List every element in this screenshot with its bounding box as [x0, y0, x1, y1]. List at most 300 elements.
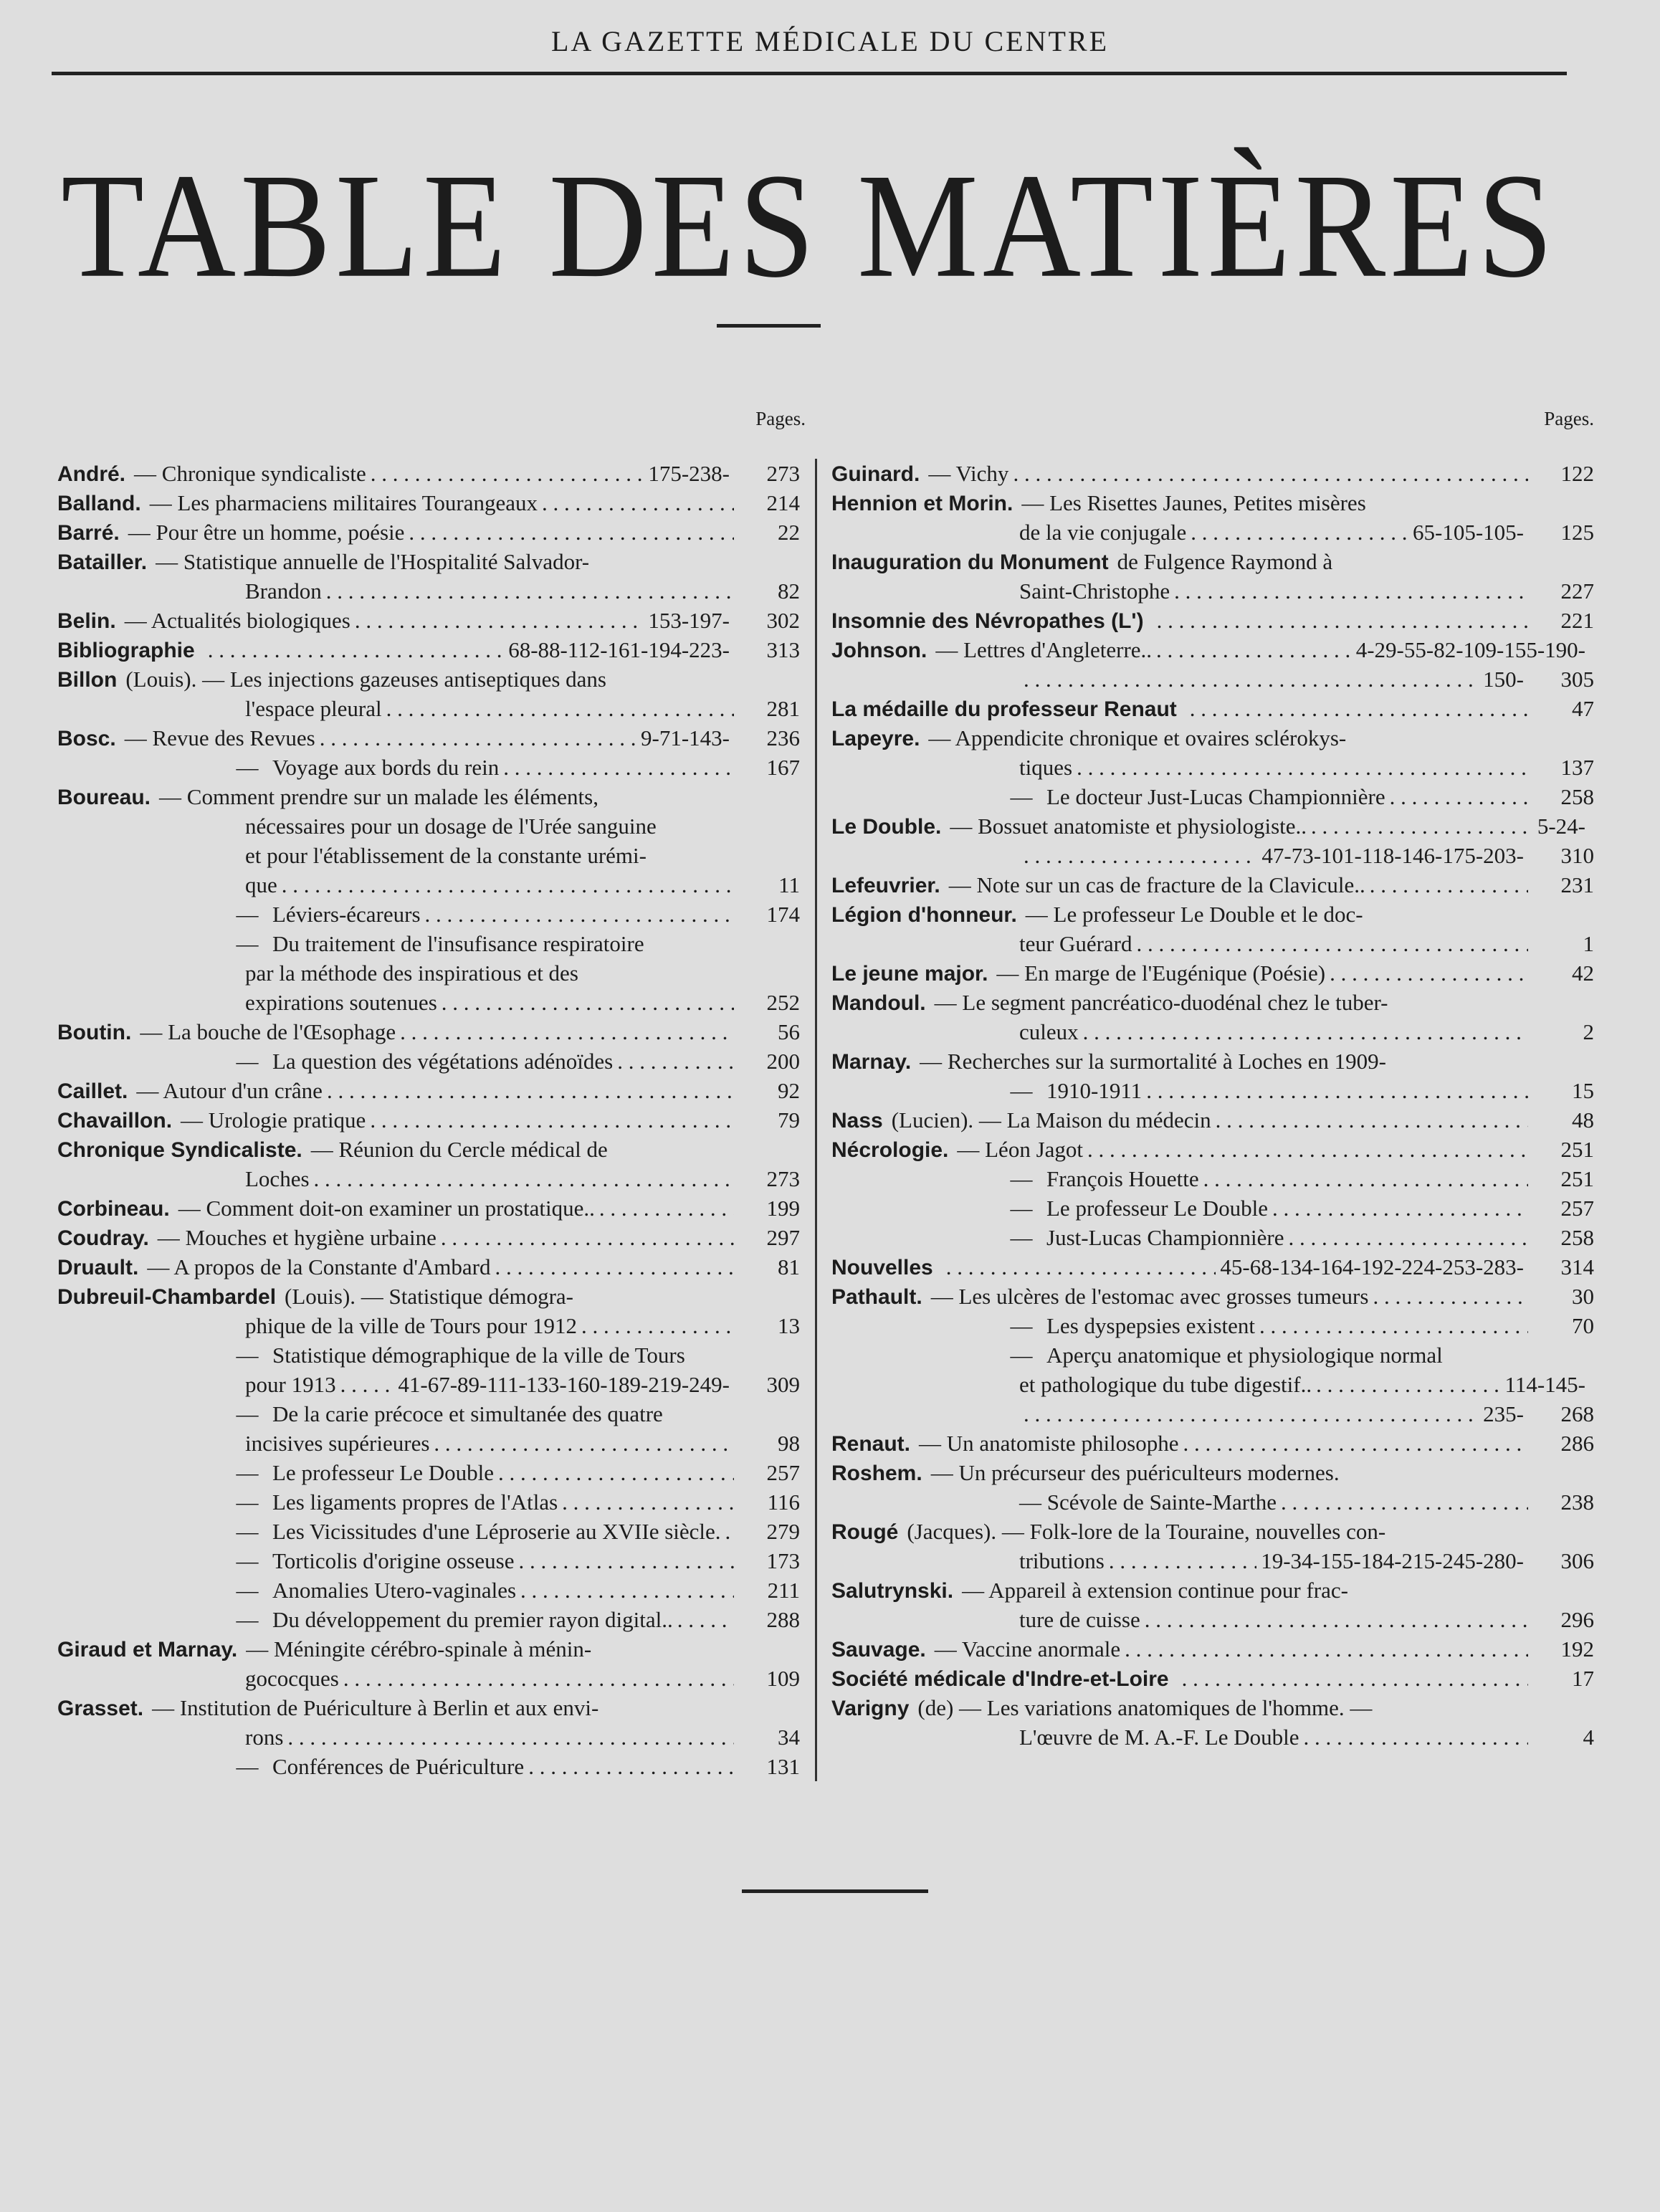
toc-entry: [57, 1605, 806, 1634]
entry-title: Les Vicissitudes d'une Léproserie au XVIIe siècle.: [272, 1519, 721, 1544]
entry-title: — Scévole de Sainte-Marthe: [1019, 1489, 1277, 1515]
dot-leader: [1373, 1282, 1528, 1311]
page-number: 15: [1572, 1078, 1594, 1103]
ditto-dash: —: [236, 755, 259, 780]
toc-entry: [57, 1575, 806, 1605]
entry-line: [831, 929, 1594, 958]
page-number: 310: [1560, 843, 1594, 868]
entry-title: pour 1913: [245, 1372, 336, 1397]
entry-line: [57, 1311, 806, 1340]
toc-entry: [831, 1252, 1594, 1282]
dot-leader: [1191, 518, 1408, 547]
toc-entry: [831, 1634, 1594, 1664]
dot-leader: [370, 1105, 734, 1135]
ditto-dash: —: [1010, 1225, 1033, 1250]
page-number: 286: [1560, 1431, 1594, 1456]
toc-entry: [831, 1282, 1594, 1311]
toc-entry: [831, 958, 1594, 988]
dot-leader: [1311, 811, 1533, 841]
toc-entry: [831, 488, 1594, 547]
entry-line: [57, 988, 806, 1017]
page-number: 211: [767, 1578, 800, 1603]
entry-line: [831, 1458, 1594, 1487]
toc-entry: [57, 1282, 806, 1340]
entry-line: [57, 1546, 806, 1575]
entry-line: [831, 488, 1594, 518]
entry-author: Belin.: [57, 609, 116, 633]
dot-leader: [1083, 1017, 1528, 1047]
entry-author: Nouvelles: [831, 1256, 933, 1279]
entry-title: gococques: [245, 1666, 339, 1691]
ditto-dash: —: [236, 1548, 259, 1573]
entry-line: [57, 1252, 806, 1282]
ditto-dash: —: [236, 1519, 259, 1544]
entry-author: Corbineau.: [57, 1197, 170, 1221]
toc-entry: [57, 1193, 806, 1223]
entry-title: l'espace pleural: [245, 696, 382, 721]
toc-entry: [57, 929, 806, 1017]
dot-leader: [498, 1458, 734, 1487]
entry-title: de Fulgence Raymond à: [1117, 549, 1333, 574]
entry-line: [831, 694, 1594, 723]
entry-line: [57, 576, 806, 606]
entry-title: — Note sur un cas de fracture de la Clavicule..: [948, 872, 1365, 897]
entry-title: expirations soutenues: [245, 990, 437, 1015]
dot-leader: [1024, 841, 1257, 870]
toc-entry: [57, 1076, 806, 1105]
page-number: 42: [1572, 960, 1594, 986]
entry-line: [57, 1370, 806, 1399]
entry-author: Guinard.: [831, 462, 920, 486]
entry-line: [57, 782, 806, 811]
page-refs: 41-67-89-111-133-160-189-219-249-: [398, 1372, 730, 1397]
entry-author: Inauguration du Monument: [831, 550, 1109, 574]
toc-entry: [831, 723, 1594, 782]
entry-title: Les dyspepsies existent: [1046, 1313, 1256, 1338]
entry-title: Le docteur Just-Lucas Championnière: [1046, 784, 1385, 809]
entry-title: De la carie précoce et simultanée des quatre: [272, 1401, 663, 1426]
journal-title: LA GAZETTE MÉDICALE DU CENTRE: [550, 25, 1109, 57]
entry-line: [57, 753, 806, 782]
dot-leader: [1281, 1487, 1528, 1517]
dot-leader: [946, 1252, 1216, 1282]
entry-line: [57, 1047, 806, 1076]
page-number: 92: [778, 1078, 800, 1103]
entry-line: [831, 1135, 1594, 1164]
entry-line: [57, 1429, 806, 1458]
entry-line: [57, 664, 806, 694]
entry-line: [831, 811, 1594, 841]
entry-line: [57, 1223, 806, 1252]
toc-entry: [57, 753, 806, 782]
entry-line: [57, 811, 806, 841]
toc-entry: [57, 1546, 806, 1575]
toc-entry: [57, 1047, 806, 1076]
entry-title: — Institution de Puériculture à Berlin et aux envi-: [152, 1695, 599, 1720]
entry-author: Le Double.: [831, 815, 942, 839]
dot-leader: [1174, 576, 1528, 606]
entry-line: [831, 635, 1594, 664]
entry-author: Société médicale d'Indre-et-Loire: [831, 1667, 1169, 1691]
toc-entry: [57, 547, 806, 606]
title-underline: [717, 324, 821, 328]
dot-leader: [1316, 1370, 1500, 1399]
entry-author: Boutin.: [57, 1021, 132, 1044]
page-number: 309: [766, 1372, 800, 1397]
entry-author: Giraud et Marnay.: [57, 1638, 238, 1662]
toc-entry: [57, 1017, 806, 1047]
entry-title: — Comment doit-on examiner un prostatique..: [178, 1196, 595, 1221]
entry-title: — Pour être un homme, poésie: [128, 520, 405, 545]
dot-leader: [1390, 782, 1528, 811]
entry-line: [831, 1311, 1594, 1340]
dot-leader: [1156, 635, 1352, 664]
entry-author: Marnay.: [831, 1050, 912, 1074]
entry-title: ture de cuisse: [1019, 1607, 1140, 1632]
entry-line: [57, 870, 806, 900]
entry-author: Caillet.: [57, 1079, 128, 1103]
ditto-dash: —: [1010, 1313, 1033, 1338]
entry-line: [831, 547, 1594, 576]
page-number: 167: [766, 755, 800, 780]
entry-line: [57, 1399, 806, 1429]
dot-leader: [725, 1517, 734, 1546]
entry-title: — Léon Jagot: [957, 1137, 1084, 1162]
toc-entry: [57, 1340, 806, 1399]
entry-author: La médaille du professeur Renaut: [831, 697, 1177, 721]
toc-entry: [831, 1429, 1594, 1458]
toc-entry: [57, 664, 806, 723]
entry-author: Le jeune major.: [831, 962, 988, 986]
page-number: 1: [1583, 931, 1594, 956]
toc-entry: [57, 459, 806, 488]
page-number: 258: [1560, 784, 1594, 809]
entry-author: Balland.: [57, 492, 141, 515]
entry-title: — Un anatomiste philosophe: [919, 1431, 1179, 1456]
entry-title: — Statistique annuelle de l'Hospitalité Salvador-: [156, 549, 590, 574]
entry-title: — Les Risettes Jaunes, Petites misères: [1021, 490, 1366, 515]
entry-author: Insomnie des Névropathes (L'): [831, 609, 1144, 633]
entry-title: Torticolis d'origine osseuse: [272, 1548, 515, 1573]
entry-author: Druault.: [57, 1256, 139, 1279]
page-number: 82: [778, 578, 800, 604]
entry-author: Nass: [831, 1109, 883, 1133]
entry-line: [831, 723, 1594, 753]
entry-title: — Les pharmaciens militaires Tourangeaux: [149, 490, 538, 515]
entry-line: [57, 1340, 806, 1370]
entry-line: [57, 459, 806, 488]
entry-line: [831, 1370, 1594, 1399]
entry-list: [831, 459, 1594, 1752]
entry-line: [831, 1605, 1594, 1634]
page-number: 273: [766, 1166, 800, 1191]
ditto-dash: —: [236, 1489, 259, 1515]
ditto-dash: —: [1010, 784, 1033, 809]
dot-leader: [542, 488, 734, 518]
dot-leader: [1024, 664, 1479, 694]
toc-entry: [831, 1311, 1594, 1340]
dot-leader: [434, 1429, 734, 1458]
entry-line: [831, 1693, 1594, 1722]
entry-line: [57, 1458, 806, 1487]
toc-entry: [57, 1105, 806, 1135]
dot-leader: [1137, 929, 1529, 958]
page-number: 17: [1572, 1666, 1594, 1691]
entry-author: Barré.: [57, 521, 120, 545]
dot-leader: [314, 1164, 734, 1193]
page-refs: 68-88-112-161-194-223-: [508, 637, 730, 662]
dot-leader: [442, 988, 734, 1017]
entry-author: Grasset.: [57, 1697, 144, 1720]
page-number: 34: [778, 1725, 800, 1750]
entry-title: Voyage aux bords du rein: [272, 755, 500, 780]
page-number: 79: [778, 1107, 800, 1133]
entry-line: [831, 1340, 1594, 1370]
entry-author: Billon: [57, 668, 118, 692]
entry-title: (Louis). — Statistique démogra-: [285, 1284, 573, 1309]
ditto-dash: —: [236, 1049, 259, 1074]
entry-line: [57, 1605, 806, 1634]
entry-line: [831, 1076, 1594, 1105]
page-number: 252: [766, 990, 800, 1015]
dot-leader: [400, 1017, 734, 1047]
entry-title: — Appareil à extension continue pour frac-: [962, 1578, 1348, 1603]
dot-leader: [208, 635, 505, 664]
toc-entry: [57, 1223, 806, 1252]
entry-line: [57, 1487, 806, 1517]
page-number: 137: [1560, 755, 1594, 780]
entry-line: [57, 1634, 806, 1664]
page-refs: 65-105-105-: [1413, 520, 1524, 545]
dot-leader: [1203, 1164, 1528, 1193]
page-refs: 175-238-: [648, 461, 730, 486]
entry-line: [57, 1693, 806, 1722]
entry-author: Mandoul.: [831, 991, 926, 1015]
entry-title: — Vichy: [928, 461, 1009, 486]
page-refs: 5-24-: [1537, 814, 1585, 839]
entry-line: [831, 1487, 1594, 1517]
page-number: 221: [1560, 608, 1594, 633]
entry-author: Pathault.: [831, 1285, 922, 1309]
entry-title: — Bossuet anatomiste et physiologiste..: [950, 814, 1307, 839]
entry-title: — Actualités biologiques: [124, 608, 350, 633]
entry-line: [831, 1634, 1594, 1664]
entry-title: (Lucien). — La Maison du médecin: [891, 1107, 1211, 1133]
toc-entry: [831, 811, 1594, 870]
dot-leader: [1182, 1664, 1528, 1693]
dot-leader: [386, 694, 734, 723]
entry-line: [831, 958, 1594, 988]
entry-line: [57, 1135, 806, 1164]
entry-line: [831, 900, 1594, 929]
entry-line: [831, 576, 1594, 606]
page-number: 48: [1572, 1107, 1594, 1133]
ditto-dash: —: [236, 902, 259, 927]
toc-entry: [57, 1399, 806, 1458]
dot-leader: [1146, 1076, 1528, 1105]
page-number: 22: [778, 520, 800, 545]
entry-line: [831, 1546, 1594, 1575]
dot-leader: [1157, 606, 1528, 635]
page-number: 192: [1560, 1636, 1594, 1662]
toc-entry: [831, 547, 1594, 606]
ditto-dash: —: [1010, 1166, 1033, 1191]
entry-line: [57, 841, 806, 870]
dot-leader: [340, 1370, 394, 1399]
entry-title: rons: [245, 1725, 284, 1750]
toc-entry: [831, 782, 1594, 811]
page-number: 98: [778, 1431, 800, 1456]
dot-leader: [371, 459, 644, 488]
entry-line: [57, 1076, 806, 1105]
page-number: 199: [766, 1196, 800, 1221]
page-number: 13: [778, 1313, 800, 1338]
entry-line: [831, 1223, 1594, 1252]
entry-title: Du développement du premier rayon digital..: [272, 1607, 673, 1632]
entry-title: Aperçu anatomique et physiologique normal: [1046, 1343, 1443, 1368]
entry-title: Le professeur Le Double: [1046, 1196, 1269, 1221]
ditto-dash: —: [236, 1460, 259, 1485]
page-number: 173: [766, 1548, 800, 1573]
entry-author: Bibliographie: [57, 639, 195, 662]
entry-title: — Lettres d'Angleterre..: [935, 637, 1153, 662]
toc-entry: [57, 1517, 806, 1546]
entry-title: — La bouche de l'Œsophage: [140, 1019, 396, 1044]
page-number: 279: [766, 1519, 800, 1544]
entry-title: Just-Lucas Championnière: [1046, 1225, 1284, 1250]
page-number: 231: [1560, 872, 1594, 897]
entry-line: [831, 870, 1594, 900]
entry-title: — Le professeur Le Double et le doc-: [1025, 902, 1363, 927]
toc-entry: [831, 1135, 1594, 1164]
ditto-dash: —: [1010, 1343, 1033, 1368]
entry-title: — Un précurseur des puériculteurs modernes.: [930, 1460, 1340, 1485]
entry-title: et pathologique du tube digestif..: [1019, 1372, 1312, 1397]
page-number: 251: [1560, 1166, 1594, 1191]
entry-author: Bosc.: [57, 727, 116, 750]
entry-title: L'œuvre de M. A.-F. Le Double: [1019, 1725, 1299, 1750]
entry-title: par la méthode des inspiratious et des: [245, 960, 578, 986]
dot-leader: [495, 1252, 734, 1282]
toc-entry: [831, 1193, 1594, 1223]
entry-line: [831, 1193, 1594, 1223]
dot-leader: [1109, 1546, 1256, 1575]
ditto-dash: —: [236, 1607, 259, 1632]
dot-leader: [326, 576, 734, 606]
page-number: 56: [778, 1019, 800, 1044]
column-divider: [815, 459, 817, 1781]
dot-leader: [1024, 1399, 1479, 1429]
entry-line: [57, 958, 806, 988]
page-refs: 19-34-155-184-215-245-280-: [1261, 1548, 1524, 1573]
ditto-dash: —: [236, 1343, 259, 1368]
entry-author: Hennion et Morin.: [831, 492, 1013, 515]
toc-entry: [831, 1664, 1594, 1693]
page-number: 297: [766, 1225, 800, 1250]
entry-list: [57, 459, 806, 1781]
dot-leader: [503, 753, 734, 782]
entry-author: Légion d'honneur.: [831, 903, 1017, 927]
toc-entry: [57, 782, 806, 900]
entry-title: — Les ulcères de l'estomac avec grosses tumeurs: [930, 1284, 1369, 1309]
entry-title: phique de la ville de Tours pour 1912: [245, 1313, 578, 1338]
entry-author: Chronique Syndicaliste.: [57, 1138, 302, 1162]
toc-entry: [831, 1575, 1594, 1634]
entry-line: [831, 664, 1594, 694]
toc-entry: [57, 488, 806, 518]
entry-title: François Houette: [1046, 1166, 1199, 1191]
entry-line: [831, 841, 1594, 870]
entry-title: — Autour d'un crâne: [136, 1078, 323, 1103]
toc-entry: [831, 1517, 1594, 1575]
entry-author: Sauvage.: [831, 1638, 926, 1662]
entry-title: nécessaires pour un dosage de l'Urée sanguine: [245, 814, 657, 839]
entry-title: culeux: [1019, 1019, 1079, 1044]
closing-rule: [742, 1889, 928, 1893]
entry-title: de la vie conjugale: [1019, 520, 1187, 545]
toc-entry: [57, 635, 806, 664]
entry-title: et pour l'établissement de la constante urémi-: [245, 843, 647, 868]
dot-leader: [1216, 1105, 1528, 1135]
entry-author: Batailler.: [57, 550, 148, 574]
entry-line: [57, 1164, 806, 1193]
entry-title: — Revue des Revues: [124, 725, 315, 750]
entry-line: [57, 929, 806, 958]
entry-title: (Louis). — Les injections gazeuses antiseptiques dans: [125, 667, 606, 692]
page-number: 131: [766, 1754, 800, 1779]
toc-entry: [831, 1047, 1594, 1105]
entry-line: [831, 1164, 1594, 1193]
entry-title: — Recherches sur la surmortalité à Loches en 1909-: [920, 1049, 1386, 1074]
entry-author: Coudray.: [57, 1226, 149, 1250]
page-number: 273: [766, 461, 800, 486]
toc-entry: [831, 870, 1594, 900]
page-number: 122: [1560, 461, 1594, 486]
dot-leader: [581, 1311, 734, 1340]
page-number: 257: [766, 1460, 800, 1485]
entry-author: Johnson.: [831, 639, 927, 662]
page-number: 2: [1583, 1019, 1594, 1044]
entry-line: [57, 900, 806, 929]
entry-title: tributions: [1019, 1548, 1105, 1573]
ditto-dash: —: [236, 1754, 259, 1779]
left-column: [57, 404, 806, 1781]
page-number: 236: [766, 725, 800, 750]
page-refs: 4-29-55-82-109-155-190-: [1355, 637, 1585, 662]
dot-leader: [1330, 958, 1528, 988]
dot-leader: [518, 1546, 734, 1575]
pages-label: Pages.: [1544, 408, 1594, 429]
dot-leader: [343, 1664, 734, 1693]
page-number: 302: [766, 608, 800, 633]
page-number: 109: [766, 1666, 800, 1691]
entry-author: Renaut.: [831, 1432, 911, 1456]
entry-line: [57, 1017, 806, 1047]
entry-title: — Appendicite chronique et ovaires sclérokys-: [928, 725, 1347, 750]
page-number: 227: [1560, 578, 1594, 604]
entry-author: Nécrologie.: [831, 1138, 949, 1162]
dot-leader: [320, 723, 636, 753]
toc-entry: [831, 1105, 1594, 1135]
entry-author: Boureau.: [57, 786, 151, 809]
dot-leader: [617, 1047, 734, 1076]
entry-title: Anomalies Utero-vaginales: [272, 1578, 517, 1603]
entry-line: [831, 1282, 1594, 1311]
page-number: 116: [767, 1489, 800, 1515]
dot-leader: [1145, 1605, 1528, 1634]
page-refs: 47-73-101-118-146-175-203-: [1261, 843, 1524, 868]
entry-title: incisives supérieures: [245, 1431, 430, 1456]
